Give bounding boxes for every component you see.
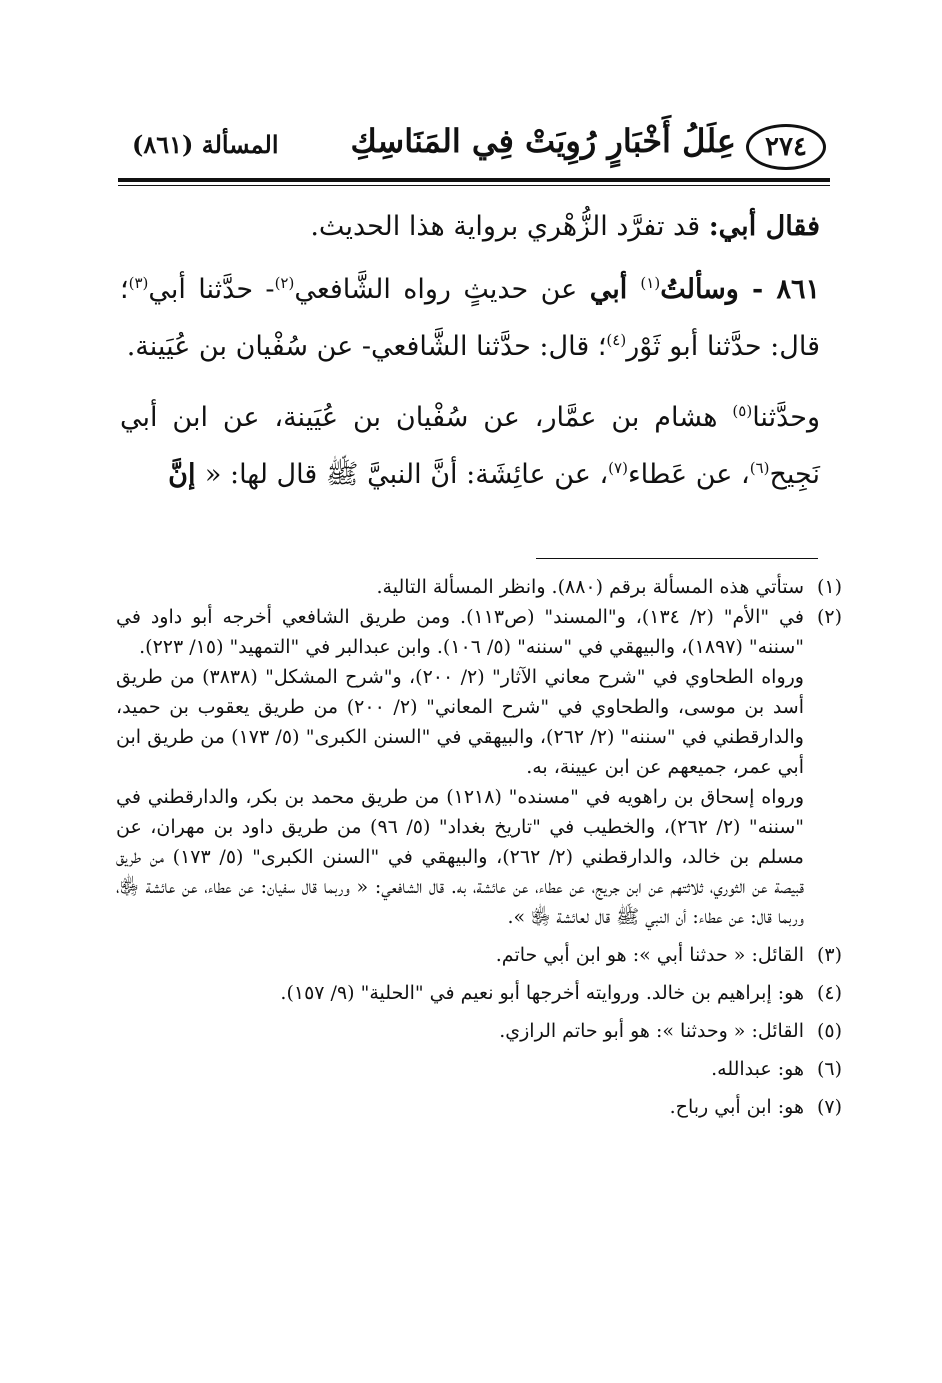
footnote-ref-3[interactable]: (٣): [128, 274, 149, 292]
footnote-ref-2[interactable]: (٢): [274, 274, 295, 292]
footnote-ref-6[interactable]: (٦): [749, 459, 770, 477]
footnote-7: [116, 1092, 842, 1122]
header-rule-thin: [118, 185, 830, 186]
footnote-number: (٦): [816, 1058, 842, 1080]
footnote-text: هو: إبراهيم بن خالد. وروايته أخرجها أبو نعيم في "الحلية" (٩/ ١٥٧).: [280, 982, 804, 1004]
paragraph-text: ؛ قال: حدَّثنا الشَّافعي- عن سُفْيان بن عُيَينة.: [126, 331, 607, 362]
paragraph-text-end: إنَّ: [168, 459, 205, 490]
footnote-text: القائل: « حدثنا أبي »: هو ابن أبي حاتم.: [495, 944, 804, 966]
footnote-ref-5[interactable]: (٥): [732, 402, 753, 420]
paragraph-3: [120, 389, 820, 503]
footnote-2: [116, 602, 842, 662]
paragraph-text: - حدَّثنا أبي: [148, 274, 275, 305]
footnote-number: (٤): [816, 982, 842, 1004]
footnote-1: [116, 572, 842, 602]
footnote-ref-1[interactable]: (١): [640, 274, 661, 292]
paragraph-text: قد تفرَّد الزُّهْري برواية هذا الحديث.: [310, 211, 709, 242]
footnote-number: (٣): [816, 944, 842, 966]
footnote-text: القائل: « وحدثنا »: هو أبو حاتم الرازي.: [499, 1020, 804, 1042]
footnote-2-continuation-1: ورواه الطحاوي في "شرح معاني الآثار" (٢/ ٢٠٠)، و"شرح المشكل" (٣٨٣٨) من طريق أسد بن موسى، والطحاوي في "شرح المعاني" (٢/ ٢٠٠) من طريق يعقوب بن حميد، والدارقطني في "سننه" (٢/ ٢٦٢)، والبيهقي في "السنن الكبرى" (٥/ ١٧٣) من طريق ابن أبي عمر، جميعهم عن ابن عيينة، به.: [116, 666, 804, 778]
paragraph-1: [120, 198, 820, 255]
footnote-5: [116, 1016, 842, 1046]
page-header: [112, 118, 820, 176]
main-text: [120, 198, 820, 503]
issue-number: ٨٦١ -: [738, 274, 820, 305]
paragraph-text: عن حديثٍ رواه الشَّافعي: [294, 274, 590, 305]
footnotes: [116, 572, 842, 1122]
issue-label: المسألة (٨٦١): [132, 130, 279, 159]
paragraph-861: [120, 261, 820, 375]
footnote-text: في "الأم" (٢/ ١٣٤)، و"المسند" (ص١١٣). ومن طريق الشافعي أخرجه أبو داود في "سننه" (١٨٩٧)، والبيهقي في "سننه" (٥/ ١٠٦). وابن عبدالبر في "التمهيد" (١٥/ ٢٢٣).: [116, 606, 804, 658]
header-rule-thick: [118, 178, 830, 182]
page-number: ٢٧٤: [746, 124, 826, 170]
paragraph-text: وحدَّثنا: [752, 402, 820, 433]
footnote-text: هو: عبدالله.: [711, 1058, 804, 1080]
footnote-text: ستأتي هذه المسألة برقم (٨٨٠). وانظر المسألة التالية.: [376, 576, 804, 598]
paragraph-text: ؛ قال: حدَّثنا أبو ثَوْر: [120, 274, 820, 362]
footnote-ref-7[interactable]: (٧): [608, 459, 628, 477]
footnote-4: [116, 978, 842, 1008]
footnote-separator: [536, 558, 818, 559]
footnote-number: (١): [816, 576, 842, 598]
paragraph-lead: فقال أبي:: [708, 211, 820, 242]
paragraph-lead-rest: أبي: [589, 274, 641, 305]
footnote-number: (٥): [816, 1020, 842, 1042]
footnote-3: [116, 940, 842, 970]
paragraph-text: هشام بن عمَّار، عن سُفْيان بن عُيَينة، عن ابن أبي نَجِيح: [120, 402, 820, 490]
footnote-number: (٧): [816, 1096, 842, 1118]
book-title: عِلَلُ أَخْبَارٍ رُوِيَتْ فِي المَنَاسِكِ: [350, 122, 736, 160]
paragraph-lead: وسألتُ: [660, 274, 739, 305]
footnote-6: [116, 1054, 842, 1084]
paragraph-text: ، عن عائِشَة: أنَّ النبيَّ ﷺ قال لها: «: [204, 459, 609, 490]
footnote-text: هو: ابن أبي رباح.: [669, 1096, 804, 1118]
footnote-ref-4[interactable]: (٤): [606, 331, 627, 349]
footnote-2-continuation-2: ورواه إسحاق بن راهويه في "مسنده" (١٢١٨) من طريق محمد بن بكر، والدارقطني في "سننه" (٢/ ٢٦٢)، والخطيب في "تاريخ بغداد" (٥/ ٩٦) من طريق داود بن مهران، عن مسلم بن خالد، والدارقطني (٢/ ٢٦٢)، والبيهقي في "السنن الكبرى" (٥/ ١٧٣) من طريق قبيصة عن الثوري، ثلاثتهم عن ابن جريج، عن عطاء، عن عائشة، به. قال الشافعي: « وربما قال سفيان: عن عطاء، عن عائشة ﵂، وربما قال: عن عطاء: أن النبي ﷺ قال لعائشة ﵂ ».: [116, 786, 804, 928]
footnote-number: (٢): [816, 606, 842, 628]
paragraph-text: ، عن عَطاء: [627, 459, 750, 490]
